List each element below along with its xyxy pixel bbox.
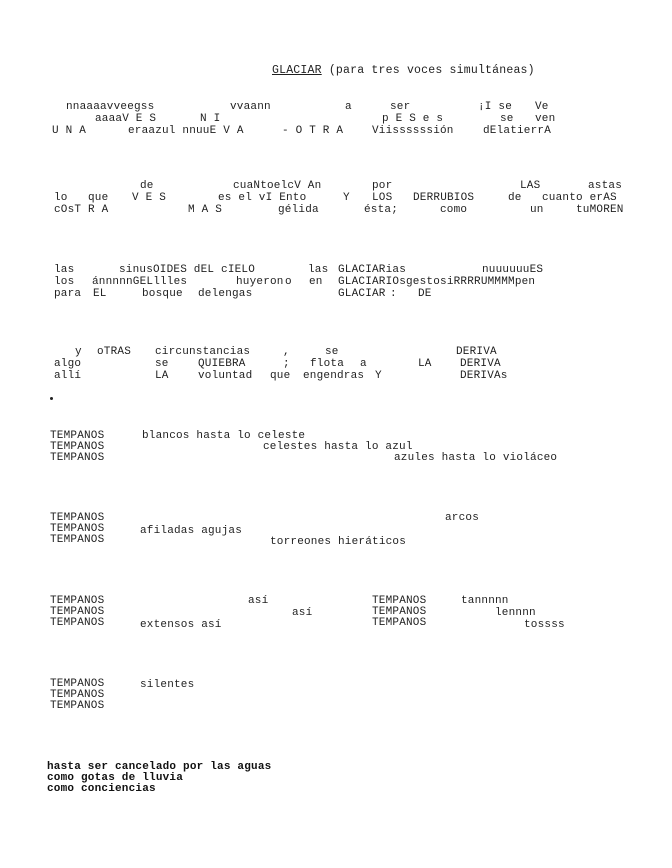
stanza4-line3-part: Y (375, 370, 382, 382)
stanza2-line2-part: es el vI Ento (218, 192, 307, 204)
stanza1-line3-part: eraazul nnuuE V A (128, 125, 244, 137)
stanza3-line2-part: en (309, 276, 323, 288)
stanza3-line3-part: delengas (198, 288, 253, 300)
stanza2-line1-part: de (140, 180, 154, 192)
stanza4-line2-part: algo (54, 358, 82, 370)
stanza1-line1-part: ser (390, 101, 411, 113)
stanza4-line1-part: oTRAS (97, 346, 132, 358)
stanza4-line2-part: ; (283, 358, 290, 370)
stanza4-line2-part: flota (310, 358, 345, 370)
stanza3-line1-part: GLACIARias (338, 264, 407, 276)
stanza7-line1-part: así (248, 595, 269, 607)
poem-title (272, 65, 535, 77)
stanza2-line2-part: DERRUBIOS (413, 192, 475, 204)
stanza8-line1-part: TEMPANOS (50, 678, 105, 690)
stanza7-line2-part: TEMPANOS (50, 606, 105, 618)
title-word: GLACIAR (272, 64, 322, 77)
stanza4-line1-part: circunstancias (155, 346, 251, 358)
stanza2-line3-part: como (440, 204, 468, 216)
stanza6-line1-part: arcos (445, 512, 480, 524)
stanza1-line3-part: Viissssssión (372, 125, 454, 137)
stanza4-line1-part: y (75, 346, 82, 358)
stanza2-line3-part: cOsT R A (54, 204, 109, 216)
stanza2-line2-part: V E S (132, 192, 167, 204)
stanza1-line3-part: - O T R A (282, 125, 344, 137)
stanza1-line1-part: Ve (535, 101, 549, 113)
stanza6-line2-part: TEMPANOS (50, 523, 105, 535)
stanza5-line1-part: TEMPANOS (50, 430, 105, 442)
stanza3-line2-part: GLACIARIOsgestosiRRRRUMMMMpen (338, 276, 536, 288)
stanza7-line2-part: TEMPANOS (372, 606, 427, 618)
stanza2-line1-part: astas (588, 180, 623, 192)
stanza3-line3-part: para (54, 288, 82, 300)
stanza4-line3-part: que (270, 370, 291, 382)
stanza2-line2-part: Y (343, 192, 350, 204)
stanza6-line2-part: afiladas agujas (140, 525, 243, 537)
stanza4-line2-part: se (155, 358, 169, 370)
stanza1-line3-part: dElatierrA (483, 125, 552, 137)
stanza1-line1-part: vvaann (230, 101, 271, 113)
stanza1-line3-part: U N A (52, 125, 87, 137)
stanza7-line1-part: tannnnn (461, 595, 509, 607)
stanza5-line1-part: blancos hasta lo celeste (142, 430, 306, 442)
stanza7-line1-part: TEMPANOS (372, 595, 427, 607)
stanza7-line3-part: extensos así (140, 619, 222, 631)
stanza8-line1-part: silentes (140, 679, 195, 691)
stanza2-line3-part: un (530, 204, 544, 216)
stanza3-line2-part: ánnnnnGELllles (92, 276, 188, 288)
title-subtitle: (para tres voces simultáneas) (328, 64, 535, 77)
ending-line-2: como gotas de lluvia (47, 772, 184, 784)
stanza2-line2-part: cuanto erAS (542, 192, 617, 204)
stanza3-line1-part: sinusOIDES dEL cIELO (119, 264, 256, 276)
stanza2-line1-part: cuaNtoelcV An (233, 180, 322, 192)
stray-dot (50, 397, 53, 400)
stanza2-line2-part: que (88, 192, 109, 204)
stanza2-line3-part: gélida (278, 204, 319, 216)
stanza4-line3-part: engendras (303, 370, 365, 382)
stanza4-line2-part: QUIEBRA (198, 358, 246, 370)
stanza4-line3-part: allí (54, 370, 82, 382)
stanza2-line1-part: por (372, 180, 393, 192)
ending-line-1: hasta ser cancelado por las aguas (47, 761, 272, 773)
stanza3-line1-part: las (54, 264, 75, 276)
stanza1-line1-part: ¡I se (478, 101, 513, 113)
stanza4-line3-part: LA (155, 370, 169, 382)
stanza2-line2-part: lo (54, 192, 68, 204)
stanza3-line3-part: bosque (142, 288, 183, 300)
stanza4-line1-part: DERIVA (456, 346, 497, 358)
stanza6-line3-part: torreones hieráticos (270, 536, 407, 548)
stanza2-line3-part: ésta; (364, 204, 399, 216)
stanza2-line1-part: LAS (520, 180, 541, 192)
stanza4-line2-part: LA (418, 358, 432, 370)
stanza3-line2-part: o (285, 276, 292, 288)
stanza2-line2-part: de (508, 192, 522, 204)
stanza6-line3-part: TEMPANOS (50, 534, 105, 546)
stanza3-line3-part: EL (93, 288, 107, 300)
stanza3-line1-part: nuuuuuuES (482, 264, 544, 276)
stanza5-line2-part: celestes hasta lo azul (263, 441, 413, 453)
stanza4-line1-part: se (325, 346, 339, 358)
stanza7-line3-part: tossss (524, 619, 565, 631)
stanza3-line2-part: huyeron (236, 276, 284, 288)
stanza3-line1-part: las (308, 264, 329, 276)
stanza1-line2-part: se (500, 113, 514, 125)
stanza7-line2-part: lennnn (495, 607, 536, 619)
stanza3-line3-part: DE (418, 288, 432, 300)
stanza3-line3-part: : (390, 288, 397, 300)
stanza2-line3-part: M A S (188, 204, 223, 216)
stanza1-line2-part: ven (535, 113, 556, 125)
stanza1-line2-part: aaaaV E S (95, 113, 157, 125)
stanza4-line3-part: voluntad (198, 370, 253, 382)
stanza5-line2-part: TEMPANOS (50, 441, 105, 453)
stanza1-line1-part: nnaaaavveegss (66, 101, 155, 113)
stanza1-line2-part: p E S e s (382, 113, 444, 125)
stanza8-line3-part: TEMPANOS (50, 700, 105, 712)
ending-line-3: como conciencias (47, 783, 156, 795)
stanza3-line2-part: los (54, 276, 75, 288)
stanza3-line3-part: GLACIAR (338, 288, 386, 300)
stanza4-line3-part: DERIVAs (460, 370, 508, 382)
stanza7-line1-part: TEMPANOS (50, 595, 105, 607)
stanza8-line2-part: TEMPANOS (50, 689, 105, 701)
stanza7-line3-part: TEMPANOS (50, 617, 105, 629)
stanza2-line3-part: tuMOREN (576, 204, 624, 216)
stanza4-line2-part: DERIVA (460, 358, 501, 370)
stanza5-line3-part: azules hasta lo violáceo (394, 452, 558, 464)
stanza7-line2-part: así (292, 607, 313, 619)
stanza4-line1-part: , (283, 346, 290, 358)
stanza7-line3-part: TEMPANOS (372, 617, 427, 629)
stanza5-line3-part: TEMPANOS (50, 452, 105, 464)
stanza2-line2-part: LOS (372, 192, 393, 204)
stanza1-line2-part: N I (200, 113, 221, 125)
stanza6-line1-part: TEMPANOS (50, 512, 105, 524)
stanza4-line2-part: a (360, 358, 367, 370)
stanza1-line1-part: a (345, 101, 352, 113)
